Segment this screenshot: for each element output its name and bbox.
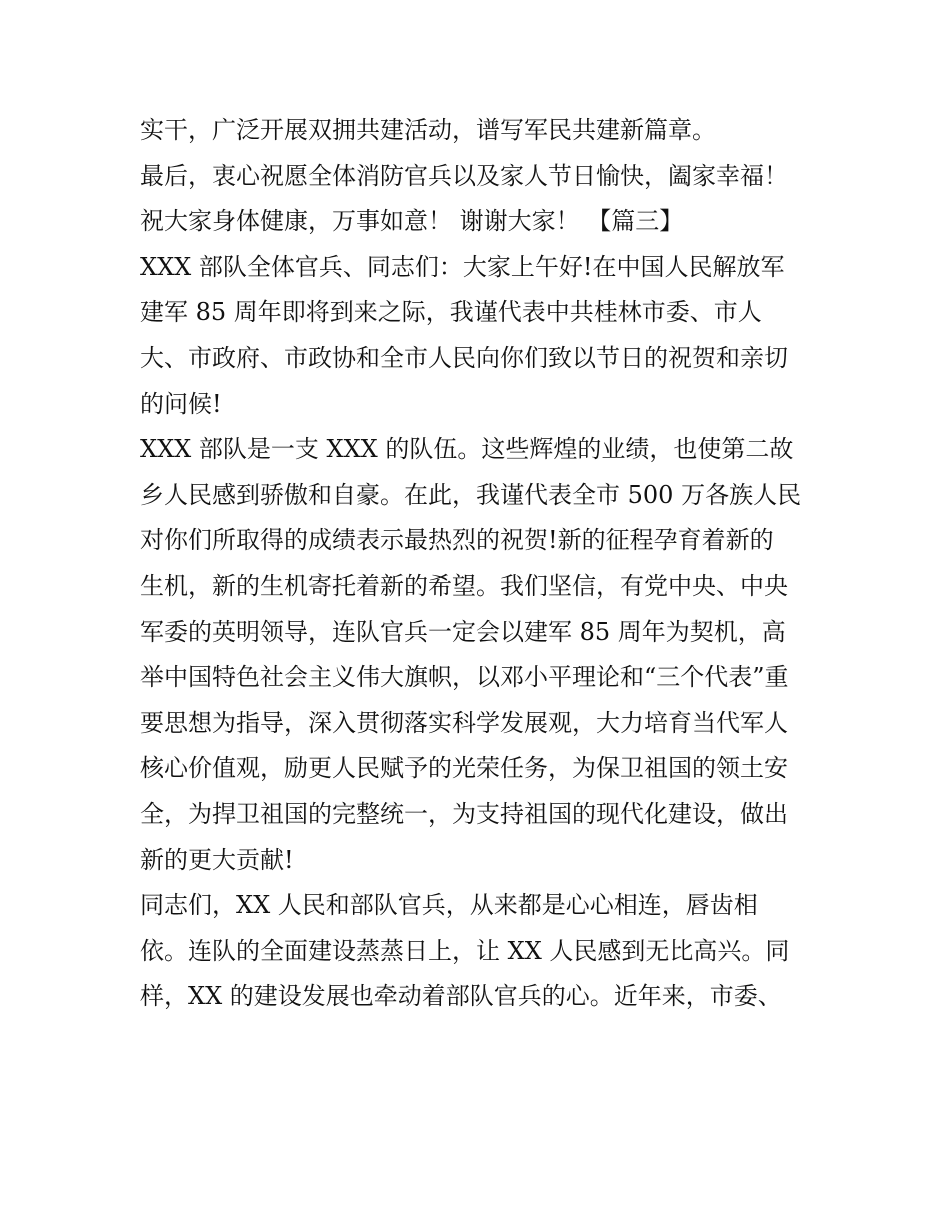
text-line: 要思想为指导，深入贯彻落实科学发展观，大力培育当代军人 bbox=[140, 708, 788, 737]
text-line: 乡人民感到骄傲和自豪。在此，我谨代表全市 500 万各族人民 bbox=[140, 480, 802, 509]
document-body bbox=[140, 108, 820, 1020]
text-line: 的问候! bbox=[140, 389, 222, 418]
text-line: 生机，新的生机寄托着新的希望。我们坚信，有党中央、中央 bbox=[140, 571, 788, 600]
text-line: 最后，衷心祝愿全体消防官兵以及家人节日愉快，阖家幸福！ bbox=[140, 161, 788, 190]
text-line: 全，为捍卫祖国的完整统一，为支持祖国的现代化建设，做出 bbox=[140, 799, 788, 828]
text-line: 大、市政府、市政协和全市人民向你们致以节日的祝贺和亲切 bbox=[140, 343, 788, 372]
text-line: 同志们，XX 人民和部队官兵，从来都是心心相连，唇齿相 bbox=[140, 891, 758, 920]
text-line: 样，XX 的建设发展也牵动着部队官兵的心。近年来，市委、 bbox=[140, 982, 782, 1011]
text-line: 举中国特色社会主义伟大旗帜，以邓小平理论和“三个代表”重 bbox=[140, 663, 789, 692]
text-line: 祝大家身体健康，万事如意！ 谢谢大家！ 【篇三】 bbox=[140, 207, 684, 236]
text-line: 建军 85 周年即将到来之际，我谨代表中共桂林市委、市人 bbox=[140, 298, 762, 327]
text-line: XXX 部队全体官兵、同志们：大家上午好!在中国人民解放军 bbox=[140, 252, 785, 281]
text-line: 实干，广泛开展双拥共建活动，谱写军民共建新篇章。 bbox=[140, 116, 716, 144]
text-line: 军委的英明领导，连队官兵一定会以建军 85 周年为契机，高 bbox=[140, 617, 786, 646]
text-line: 依。连队的全面建设蒸蒸日上，让 XX 人民感到无比高兴。同 bbox=[140, 936, 790, 965]
text-line: 核心价值观，励更人民赋予的光荣任务，为保卫祖国的领土安 bbox=[140, 754, 788, 783]
text-line: 新的更大贡献! bbox=[140, 845, 294, 874]
text-line: XXX 部队是一支 XXX 的队伍。这些辉煌的业绩，也使第二故 bbox=[140, 435, 794, 464]
text-line: 对你们所取得的成绩表示最热烈的祝贺!新的征程孕育着新的 bbox=[140, 526, 774, 555]
